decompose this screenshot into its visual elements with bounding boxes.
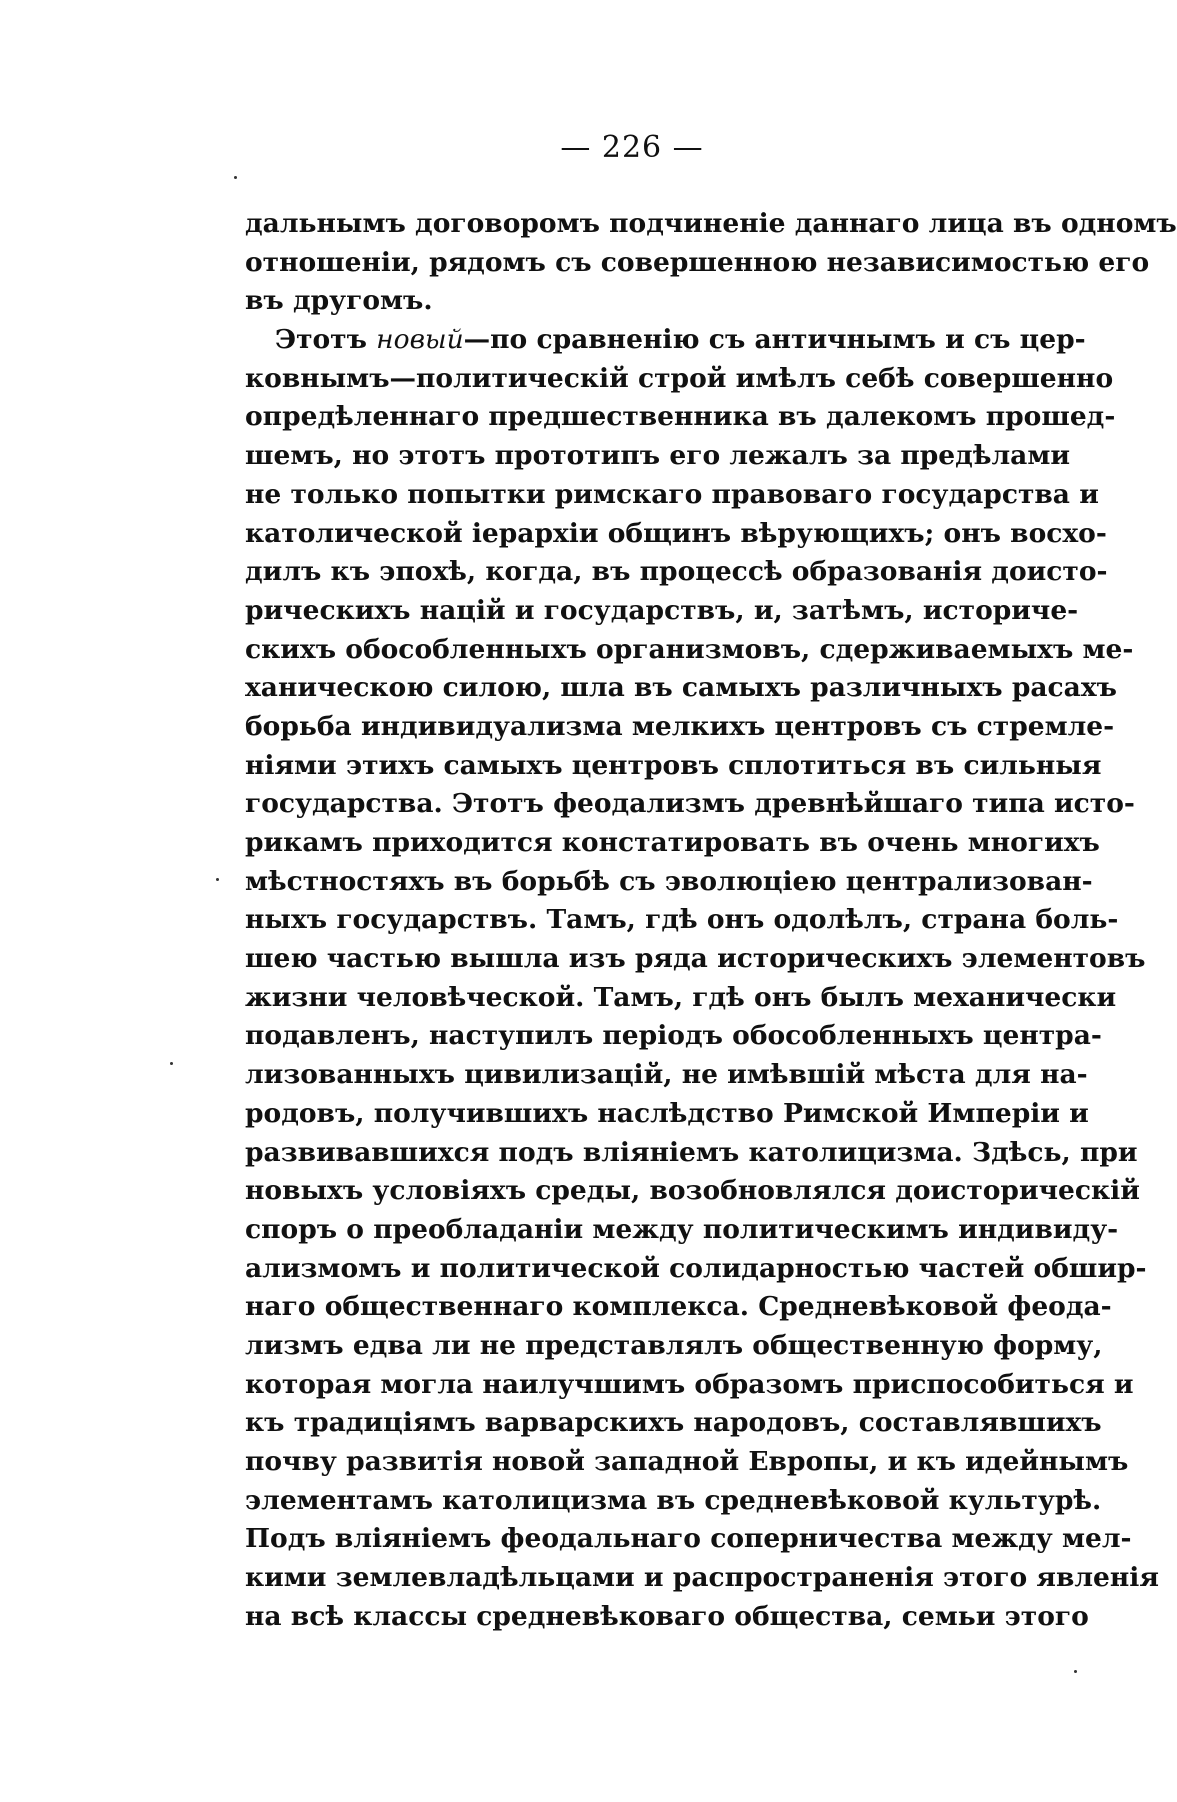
text-line: ханическою силою, шла въ самыхъ различныхъ расахъ xyxy=(245,672,1117,704)
text-line: ализмомъ и политической солидарностью частей обшир- xyxy=(245,1252,1147,1284)
page-number: — 226 — xyxy=(560,130,704,165)
text-line: шемъ, но этотъ прототипъ его лежалъ за предѣлами xyxy=(245,440,1070,472)
text-line: родовъ, получившихъ наслѣдство Римской Имперіи и xyxy=(245,1097,1089,1129)
text-line: опредѣленнаго предшественника въ далекомъ прошед- xyxy=(245,401,1116,433)
text-line: на всѣ классы средневѣковаго общества, семьи этого xyxy=(245,1600,1089,1632)
scan-speck xyxy=(234,176,237,179)
text-line: рикамъ приходится констатировать въ очень многихъ xyxy=(245,827,1100,858)
text-line: элементамъ католицизма въ средневѣковой культурѣ. xyxy=(245,1484,1102,1516)
text-line: которая могла наилучшимъ образомъ приспособиться и xyxy=(245,1368,1134,1400)
text-line: лизмъ едва ли не представлялъ общественную форму, xyxy=(245,1329,1103,1361)
text-line: государства. Этотъ феодализмъ древнѣйшаго типа исто- xyxy=(245,788,1135,820)
text-line: лизованныхъ цивилизацій, не имѣвшій мѣста для на- xyxy=(245,1059,1088,1091)
italic-word: новый xyxy=(376,324,464,356)
text-line: новыхъ условіяхъ среды, возобновлялся доисторическій xyxy=(245,1175,1140,1207)
text-line: скихъ обособленныхъ организмовъ, сдерживаемыхъ ме- xyxy=(245,633,1134,665)
text-line: не только попытки римскаго правоваго государства и xyxy=(245,478,1099,510)
text-line: Подъ вліяніемъ феодальнаго соперничества между мел- xyxy=(245,1523,1132,1555)
scan-speck xyxy=(170,1062,173,1065)
body-text xyxy=(245,205,1177,1636)
text-line: дальнымъ договоромъ подчиненіе даннаго лица въ одномъ xyxy=(245,208,1177,239)
text-segment: —по сравненію съ античнымъ и съ цер- xyxy=(463,324,1086,356)
text-line: въ другомъ. xyxy=(245,285,433,317)
text-line: ныхъ государствъ. Тамъ, гдѣ онъ одолѣлъ, страна боль- xyxy=(245,904,1119,936)
text-line: борьба индивидуализма мелкихъ центровъ съ стремле- xyxy=(245,710,1115,742)
text-line: развивавшихся подъ вліяніемъ католицизма. Здѣсь, при xyxy=(245,1136,1138,1168)
text-segment: Этотъ xyxy=(275,324,377,356)
text-line-paragraph-start xyxy=(245,321,1086,360)
text-line: ковнымъ—политическій строй имѣлъ себѣ совершенно xyxy=(245,362,1114,394)
text-line: дилъ къ эпохѣ, когда, въ процессѣ образованія доисто- xyxy=(245,556,1108,588)
text-line: католической іерархіи общинъ вѣрующихъ; онъ восхо- xyxy=(245,517,1107,549)
text-line: отношеніи, рядомъ съ совершенною независимостью его xyxy=(245,246,1150,278)
text-line: кими землевладѣльцами и распространенія этого явленія xyxy=(245,1562,1159,1594)
text-line: шею частью вышла изъ ряда историческихъ элементовъ xyxy=(245,943,1146,975)
text-line: подавленъ, наступилъ періодъ обособленныхъ центра- xyxy=(245,1020,1102,1052)
text-line: наго общественнаго комплекса. Средневѣковой феода- xyxy=(245,1291,1112,1323)
text-line: споръ о преобладаніи между политическимъ индивиду- xyxy=(245,1213,1119,1245)
text-line: рическихъ націй и государствъ, и, затѣмъ, историче- xyxy=(245,594,1079,626)
text-line: жизни человѣческой. Тамъ, гдѣ онъ былъ механически xyxy=(245,981,1117,1013)
text-line: ніями этихъ самыхъ центровъ сплотиться въ сильныя xyxy=(245,749,1102,781)
text-line: почву развитія новой западной Европы, и къ идейнымъ xyxy=(245,1446,1129,1477)
scan-speck xyxy=(216,878,219,881)
text-line: къ традиціямъ варварскихъ народовъ, составлявшихъ xyxy=(245,1407,1102,1439)
text-line: мѣстностяхъ въ борьбѣ съ эволюціею централизован- xyxy=(245,865,1093,897)
scan-speck xyxy=(1074,1670,1077,1673)
